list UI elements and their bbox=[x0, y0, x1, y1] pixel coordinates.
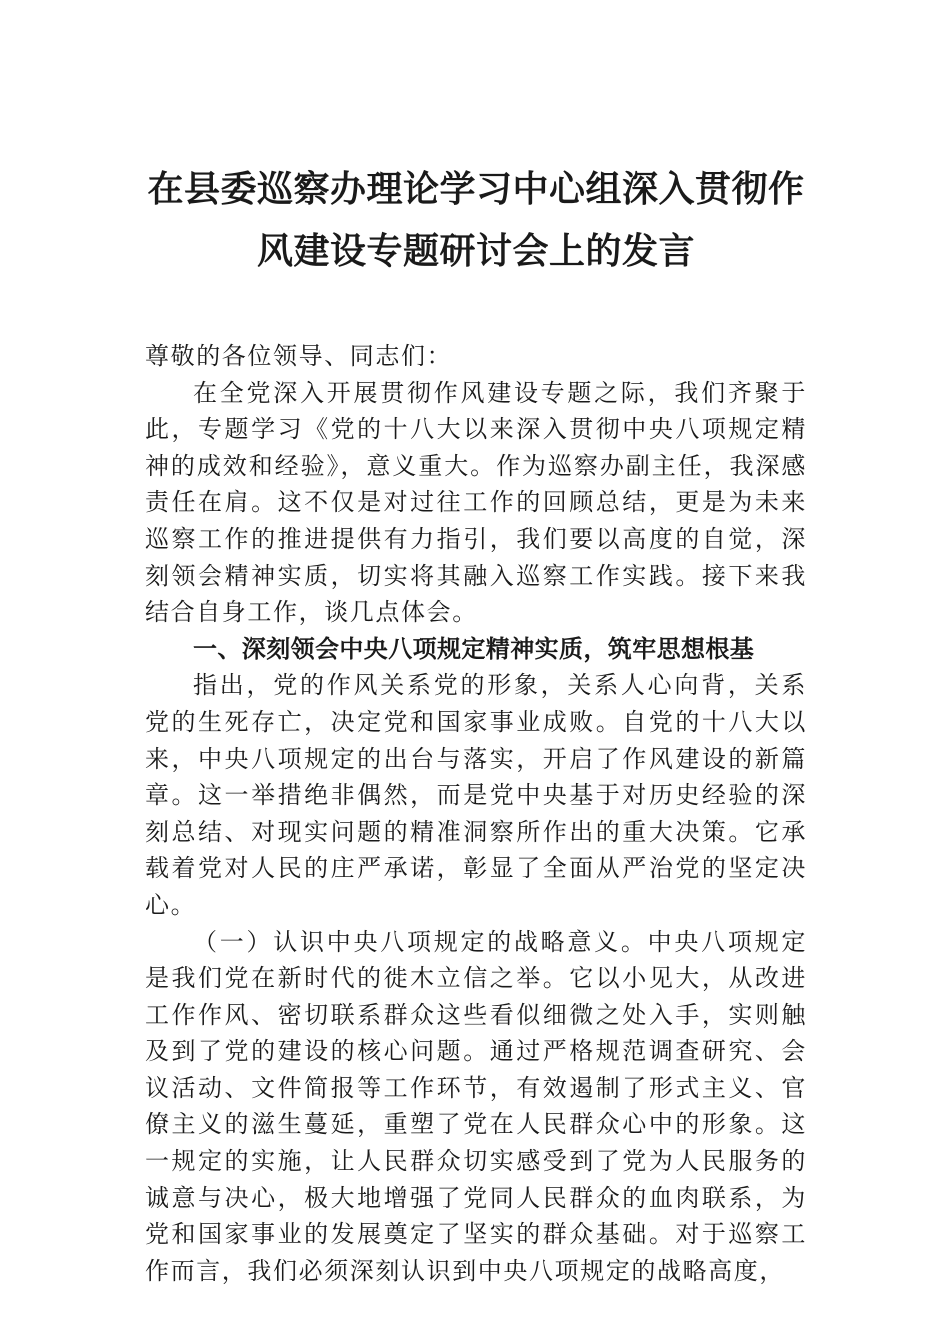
title-line-2: 风建设专题研讨会上的发言 bbox=[256, 230, 695, 272]
paragraph-section-1: 指出，党的作风关系党的形象，关系人心向背，关系党的生死存亡，决定党和国家事业成败。自党的十八大以来，中央八项规定的出台与落实，开启了作风建设的新篇章。这一举措绝非偶然，而是党中央基于对历史经验的深刻总结、对现实问题的精准洞察所作出的重大决策。它承载着党对人民的庄严承诺，彰显了全面从严治党的坚定决心。 bbox=[145, 671, 807, 919]
section-heading-1: 一、深刻领会中央八项规定精神实质，筑牢思想根基 bbox=[193, 634, 755, 663]
salutation: 尊敬的各位领导、同志们： bbox=[145, 342, 453, 370]
document-page bbox=[145, 158, 807, 1289]
document-body bbox=[145, 338, 807, 1289]
paragraph-intro: 在全党深入开展贯彻作风建设专题之际，我们齐聚于此，专题学习《党的十八大以来深入贯彻中央八项规定精神的成效和经验》，意义重大。作为巡察办副主任，我深感责任在肩。这不仅是对过往工作的回顾总结，更是为未来巡察工作的推进提供有力指引，我们要以高度的自觉，深刻领会精神实质，切实将其融入巡察工作实践。接下来我结合自身工作，谈几点体会。 bbox=[145, 378, 807, 627]
paragraph-subsection-1: （一）认识中央八项规定的战略意义。中央八项规定是我们党在新时代的徙木立信之举。它以小见大，从改进工作作风、密切联系群众这些看似细微之处入手，实则触及到了党的建设的核心问题。通过严格规范调查研究、会议活动、文件简报等工作环节，有效遏制了形式主义、官僚主义的滋生蔓延，重塑了党在人民群众心中的形象。这一规定的实施，让人民群众切实感受到了党为人民服务的诚意与决心，极大地增强了党同人民群众的血肉联系，为党和国家事业的发展奠定了坚实的群众基础。对于巡察工作而言，我们必须深刻认识到中央八项规定的战略高度， bbox=[145, 927, 807, 1285]
title-line-1: 在县委巡察办理论学习中心组深入贯彻作 bbox=[147, 168, 805, 210]
document-title bbox=[145, 158, 807, 282]
